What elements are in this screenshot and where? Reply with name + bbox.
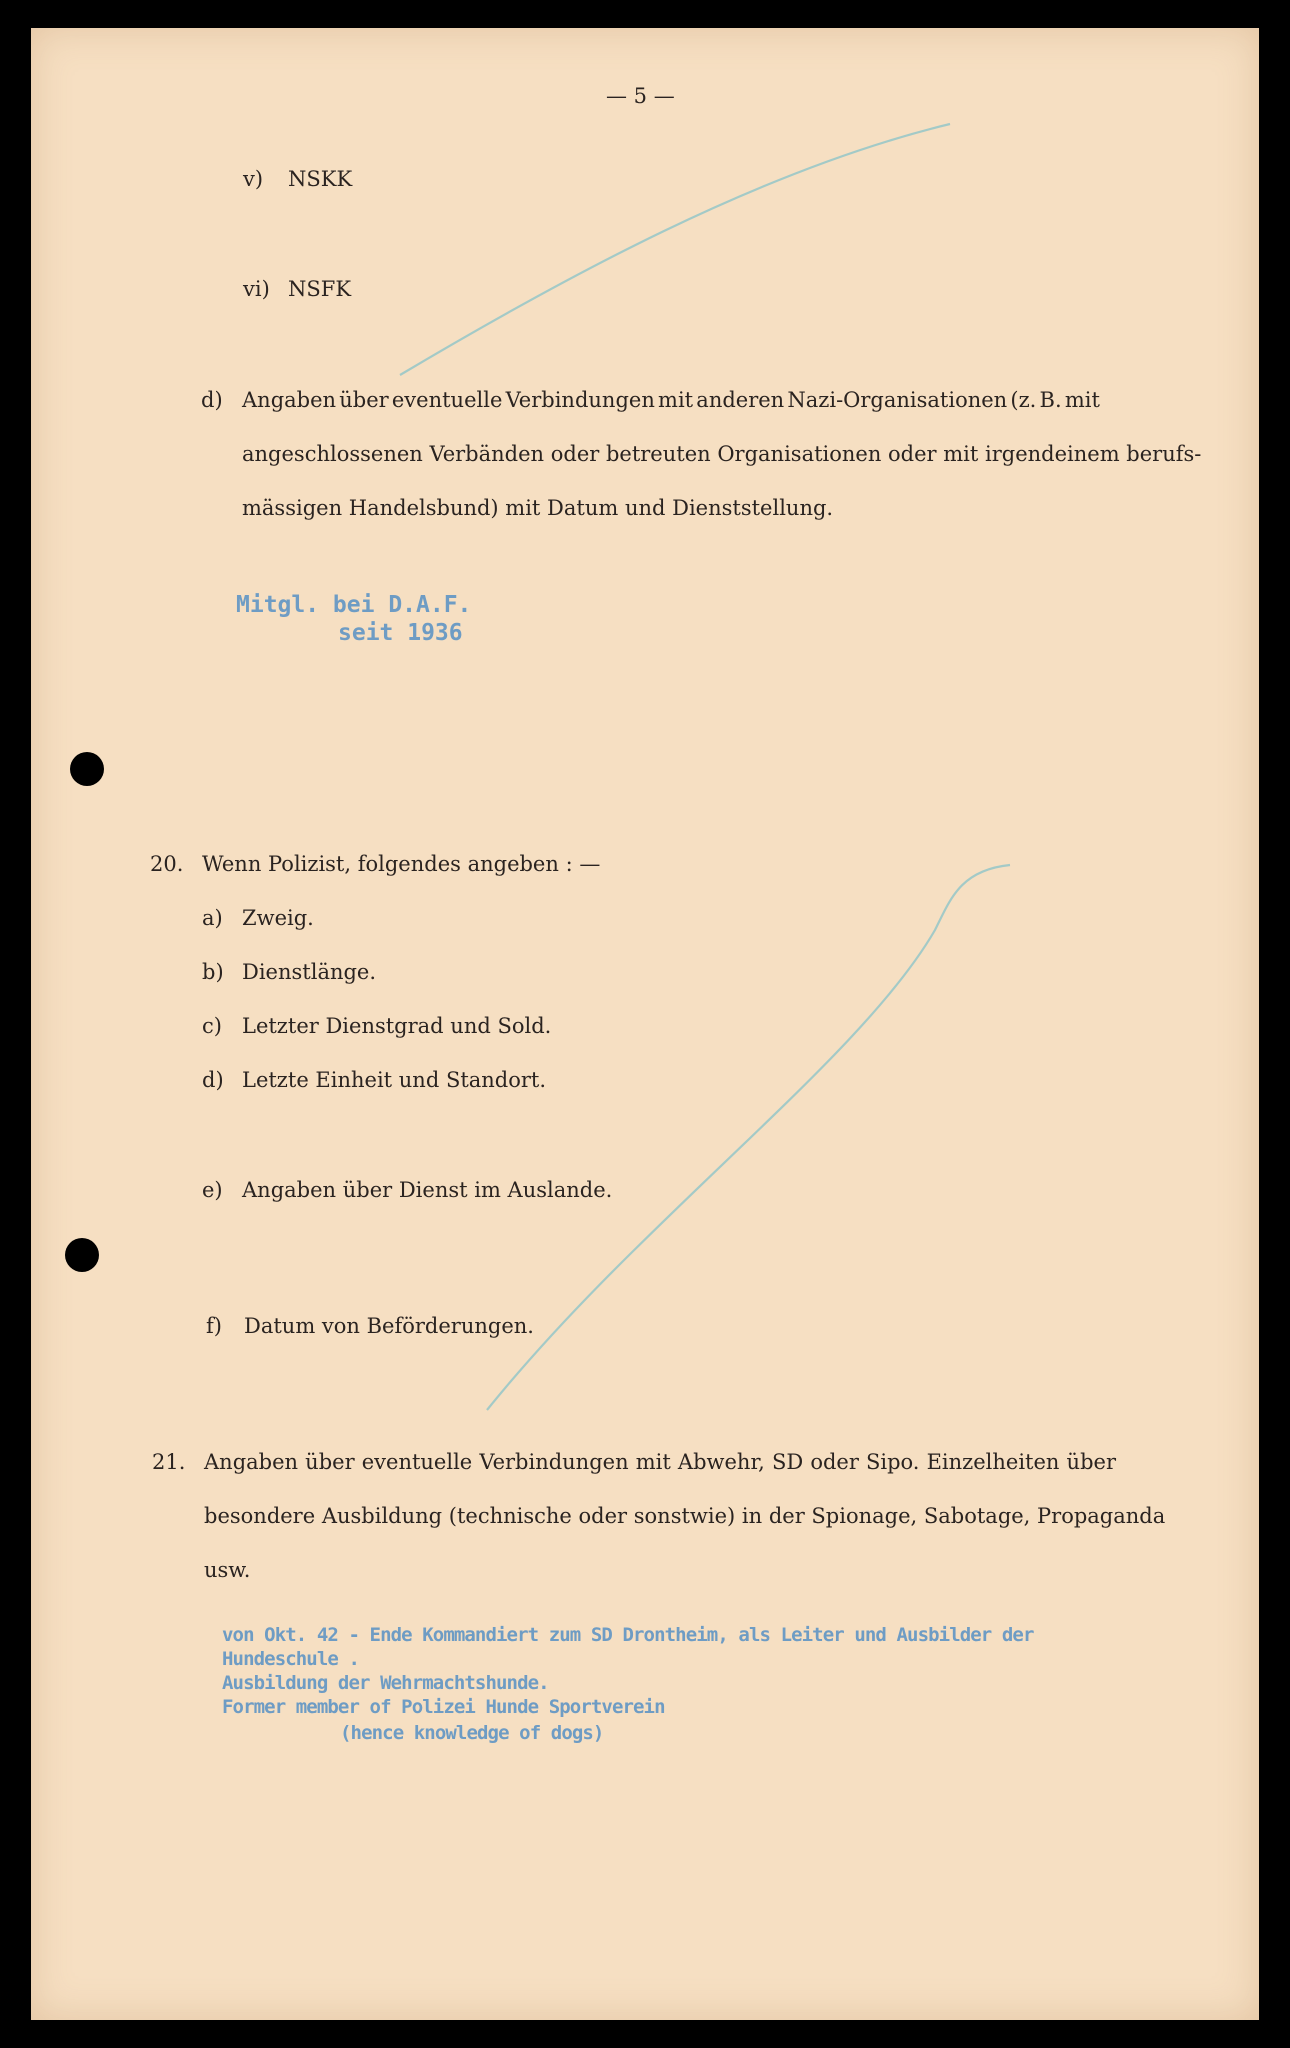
item-label-v: v) xyxy=(243,167,264,191)
typed-answer-21-line4: Former member of Polizei Hunde Sportverein xyxy=(222,1696,665,1718)
section-20-number: 20. xyxy=(150,852,184,876)
punch-hole-lower xyxy=(65,1238,99,1272)
item-label-20b: b) xyxy=(202,960,224,984)
typed-answer-21-line5: (hence knowledge of dogs) xyxy=(340,1722,604,1744)
item-text-20d: Letzte Einheit und Standort. xyxy=(242,1068,547,1092)
item-text-20a: Zweig. xyxy=(242,906,314,930)
item-text-20e: Angaben über Dienst im Auslande. xyxy=(242,1178,613,1202)
item-text-nsfk: NSFK xyxy=(288,277,352,301)
section-20-heading: Wenn Polizist, folgendes angeben : — xyxy=(202,852,601,876)
section-21-number: 21. xyxy=(152,1450,186,1474)
punch-hole-upper xyxy=(70,752,104,786)
item-text-nskk: NSKK xyxy=(288,167,353,191)
item-label-20f: f) xyxy=(206,1314,222,1338)
item-label-20d: d) xyxy=(202,1068,224,1092)
item-text-19d-line2: angeschlossenen Verbänden oder betreuten Organisationen oder mit irgendeinem berufs- xyxy=(242,442,1202,466)
item-text-19d-line1: Angaben über eventuelle Verbindungen mit anderen Nazi-Organisationen (z. B. mit xyxy=(242,388,1100,412)
item-label-20a: a) xyxy=(202,906,223,930)
section-21-line2: besondere Ausbildung (technische oder sonstwie) in der Spionage, Sabotage, Propaganda xyxy=(204,1504,1166,1528)
section-21-line3: usw. xyxy=(204,1558,251,1582)
item-text-20b: Dienstlänge. xyxy=(242,960,377,984)
typed-answer-19d-line2: seit 1936 xyxy=(338,620,463,646)
item-label-vi: vi) xyxy=(243,277,270,301)
item-text-19d-line3: mässigen Handelsbund) mit Datum und Dienststellung. xyxy=(242,496,834,520)
item-label-20c: c) xyxy=(202,1014,222,1038)
typed-answer-21-line2: Hundeschule . xyxy=(222,1648,360,1670)
page-number: — 5 — xyxy=(606,84,675,108)
item-text-20c: Letzter Dienstgrad und Sold. xyxy=(242,1014,552,1038)
typed-answer-21-line1: von Okt. 42 - Ende Kommandiert zum SD Drontheim, als Leiter und Ausbilder der xyxy=(222,1624,1034,1646)
section-21-line1: Angaben über eventuelle Verbindungen mit Abwehr, SD oder Sipo. Einzelheiten über xyxy=(204,1450,1116,1474)
item-text-20f: Datum von Beförderungen. xyxy=(244,1314,534,1338)
typed-answer-21-line3: Ausbildung der Wehrmachtshunde. xyxy=(222,1672,549,1694)
item-label-19d: d) xyxy=(201,388,223,412)
typed-answer-19d-line1: Mitgl. bei D.A.F. xyxy=(236,592,472,618)
item-label-20e: e) xyxy=(202,1178,223,1202)
